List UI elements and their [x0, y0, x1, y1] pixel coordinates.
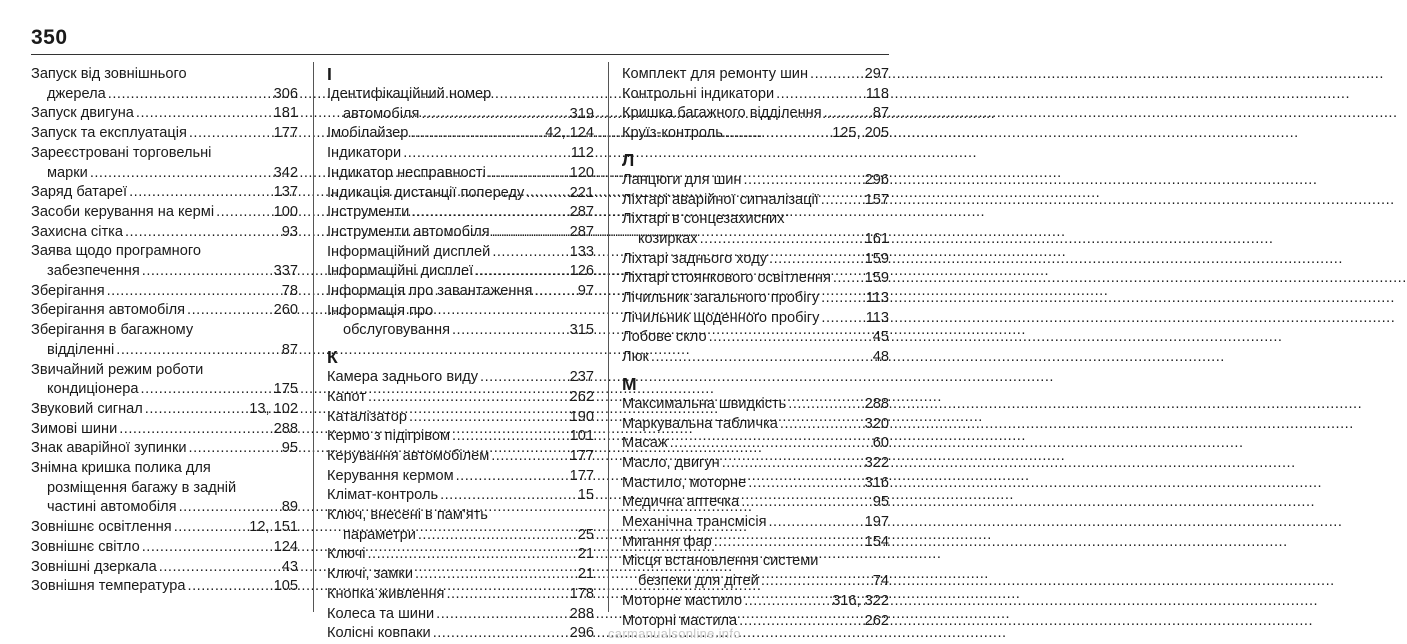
leader-dots: [141, 380, 272, 400]
index-entry: [622, 289, 889, 309]
index-entry: [31, 577, 298, 597]
entry-term: Зовнішнє світло: [31, 538, 140, 555]
leader-dots: [436, 605, 567, 625]
page-reference[interactable]: 296: [569, 625, 594, 642]
index-entry: [622, 269, 889, 289]
page-reference[interactable]: 159: [864, 250, 889, 267]
entry-term: Лобове скло: [622, 329, 707, 346]
leader-dots: [452, 321, 568, 341]
leader-dots: [446, 585, 567, 605]
index-entry: [327, 243, 594, 263]
index-entry: [327, 467, 594, 487]
index-entry: [31, 361, 298, 400]
entry-term: Круїз-контроль: [622, 125, 723, 142]
leader-dots: [418, 526, 576, 546]
entry-term: Мастило, моторне: [622, 474, 747, 491]
entry-term: відділенні: [47, 341, 115, 358]
page-reference[interactable]: 177: [569, 447, 594, 464]
entry-term: Ключ, внесені в пам'ять: [327, 507, 488, 524]
page-reference[interactable]: 237: [569, 369, 594, 386]
leader-dots: [821, 289, 864, 309]
leader-dots: [709, 328, 871, 348]
index-entry: [31, 124, 298, 144]
leader-dots: [769, 513, 863, 533]
index-entry: [622, 395, 889, 415]
entry-term: Контрольні індикатори: [622, 85, 775, 102]
entry-term: Моторне мастило: [622, 592, 743, 609]
index-entry: [622, 85, 889, 105]
page-reference[interactable]: 316: [864, 474, 889, 491]
page-reference[interactable]: 306: [273, 85, 298, 102]
index-entry: [622, 434, 889, 454]
index-entry: [622, 210, 889, 249]
leader-dots: [179, 498, 280, 518]
index-entry: [31, 459, 298, 518]
entry-term: частині автомобіля: [47, 499, 177, 516]
page-reference[interactable]: 113: [865, 290, 889, 307]
leader-dots: [821, 191, 863, 211]
page-reference[interactable]: 262: [569, 388, 594, 405]
index-entry: [31, 439, 298, 459]
page-reference[interactable]: 315: [569, 322, 594, 339]
page-reference[interactable]: 48: [872, 349, 889, 366]
index-entry: [327, 486, 594, 506]
leader-dots: [824, 104, 871, 124]
index-entry: [622, 513, 889, 533]
leader-dots: [534, 282, 575, 302]
index-column-3: [622, 65, 889, 631]
page-reference[interactable]: 43: [281, 558, 298, 575]
entry-term: Зберігання: [31, 282, 105, 299]
entry-term: марки: [47, 164, 88, 181]
leader-dots: [125, 223, 280, 243]
entry-term: Камера заднього виду: [327, 369, 479, 386]
entry-term: Люк: [622, 349, 649, 366]
index-entry: [622, 191, 889, 211]
index-entry: [327, 388, 594, 408]
index-entry: [31, 104, 298, 124]
leader-dots: [187, 301, 272, 321]
page-reference[interactable]: 95: [281, 440, 298, 457]
entry-term: Колеса та шини: [327, 605, 435, 622]
leader-dots: [119, 420, 271, 440]
entry-term: Інформаційні дисплеї: [327, 263, 474, 280]
leader-dots: [744, 592, 830, 612]
leader-dots: [700, 230, 863, 250]
leader-dots: [368, 545, 576, 565]
column-divider: [313, 62, 314, 612]
index-entry: [327, 408, 594, 428]
leader-dots: [440, 486, 576, 506]
leader-dots: [651, 348, 871, 368]
page-reference[interactable]: 288: [864, 395, 889, 412]
entry-term: Ліхтарі в сонцезахисних: [622, 211, 785, 228]
leader-dots: [833, 269, 863, 289]
leader-dots: [492, 243, 567, 263]
index-entry: [31, 558, 298, 578]
page-reference[interactable]: 288: [569, 605, 594, 622]
page-reference[interactable]: 178: [569, 585, 594, 602]
entry-term: Каталізатор: [327, 408, 407, 425]
page-reference[interactable]: 15: [577, 487, 594, 504]
page-reference[interactable]: 177: [273, 125, 298, 142]
page-reference[interactable]: 297: [864, 66, 889, 82]
page-reference[interactable]: 296: [864, 171, 889, 188]
entry-term: Клімат-контроль: [327, 487, 439, 504]
page-reference[interactable]: 133: [569, 243, 594, 260]
index-entry: [31, 65, 298, 104]
section-letter: Л: [622, 149, 635, 170]
page-reference[interactable]: 322: [864, 454, 889, 471]
entry-term: Ліхтарі аварійної сигналізації: [622, 191, 819, 208]
entry-term: Захисна сітка: [31, 223, 123, 240]
entry-term: параметри: [343, 526, 416, 543]
page-reference[interactable]: 89: [281, 499, 298, 516]
section-letter: І: [327, 64, 332, 84]
entry-term: козирках: [638, 230, 698, 247]
page-reference[interactable]: 221: [569, 184, 594, 201]
index-entry: [31, 538, 298, 558]
entry-term: Знак аварійної зупинки: [31, 440, 187, 457]
leader-dots: [216, 203, 272, 223]
entry-term: Індикатори: [327, 145, 402, 162]
page-reference[interactable]: 118: [865, 85, 889, 102]
index-entry: [327, 585, 594, 605]
index-entry: [31, 282, 298, 302]
leader-dots: [480, 368, 568, 388]
page-reference[interactable]: 262: [864, 612, 889, 629]
index-entry: [31, 242, 298, 281]
index-entry: [622, 171, 889, 191]
entry-term: Лічильник щоденного пробігу: [622, 309, 820, 326]
entry-term: Керування кермом: [327, 467, 454, 484]
leader-dots: [421, 105, 567, 125]
index-entry: [622, 415, 889, 435]
page-reference[interactable]: 12, 151: [249, 519, 298, 536]
entry-term: Звуковий сигнал: [31, 400, 143, 417]
page-reference[interactable]: 21: [577, 566, 594, 583]
page-reference[interactable]: 42, 124: [545, 125, 594, 142]
page-reference[interactable]: 112: [570, 145, 594, 162]
page-reference[interactable]: 177: [569, 467, 594, 484]
leader-dots: [174, 518, 248, 538]
entry-term: Керування автомобілем: [327, 447, 490, 464]
page-reference[interactable]: 181: [273, 105, 298, 122]
page-reference[interactable]: 105: [273, 578, 298, 595]
index-entry: [327, 124, 594, 144]
leader-dots: [189, 439, 280, 459]
leader-dots: [725, 124, 830, 144]
index-entry: [327, 85, 594, 124]
page-reference[interactable]: 288: [273, 420, 298, 437]
section-letter: К: [327, 347, 338, 368]
page-reference[interactable]: 93: [281, 223, 298, 240]
page-reference[interactable]: 120: [569, 164, 594, 181]
index-entry: [31, 518, 298, 538]
leader-dots: [744, 171, 863, 191]
page-reference[interactable]: 100: [273, 203, 298, 220]
leader-dots: [411, 203, 567, 223]
entry-term: обслуговування: [343, 322, 450, 339]
entry-term: Механічна трансмісія: [622, 514, 767, 531]
leader-dots: [410, 124, 543, 144]
leader-dots: [776, 85, 864, 105]
leader-dots: [739, 612, 863, 632]
entry-term: Колісні ковпаки: [327, 625, 431, 642]
index-entry: [327, 262, 594, 282]
entry-term: Запуск та експлуатація: [31, 125, 187, 142]
entry-term: Індикатор несправності: [327, 164, 486, 181]
leader-dots: [107, 282, 280, 302]
index-entry: [622, 328, 889, 348]
page-reference[interactable]: 113: [865, 309, 889, 326]
index-entry: [622, 124, 889, 144]
entry-term: Інформаційний дисплей: [327, 243, 491, 260]
leader-dots: [116, 341, 280, 361]
entry-term: Ліхтарі заднього ходу: [622, 250, 768, 267]
leader-dots: [748, 474, 862, 494]
index-entry: [327, 164, 594, 184]
page-reference[interactable]: 287: [569, 223, 594, 240]
entry-term: Ключі, замки: [327, 566, 413, 583]
page-reference[interactable]: 13, 102: [249, 400, 298, 417]
watermark: carmanualsonline.info: [608, 626, 741, 641]
leader-dots: [452, 427, 568, 447]
index-entry: [327, 565, 594, 585]
leader-dots: [722, 454, 863, 474]
page-reference[interactable]: 87: [281, 341, 298, 358]
entry-term: Зовнішнє освітлення: [31, 519, 172, 536]
page-reference[interactable]: 157: [864, 191, 889, 208]
entry-term: Кришка багажного відділення: [622, 105, 822, 122]
entry-term: Місця встановлення системи: [622, 553, 819, 570]
entry-term: Знімна кришка полика для: [31, 460, 211, 477]
entry-term: Медична аптечка: [622, 494, 740, 511]
page-reference[interactable]: 287: [569, 204, 594, 221]
entry-term: Інформація про завантаження: [327, 283, 533, 300]
entry-term: Заява щодо програмного: [31, 243, 201, 260]
entry-term: Запуск двигуна: [31, 105, 134, 122]
entry-term: Моторні мастила: [622, 612, 738, 629]
index-entry: [31, 144, 298, 183]
entry-term: Запуск від зовнішнього: [31, 66, 187, 82]
page-reference[interactable]: 137: [273, 184, 298, 201]
leader-dots: [136, 104, 272, 124]
entry-term: Заряд батареї: [31, 184, 128, 201]
index-entry: [327, 203, 594, 223]
index-entry: [327, 282, 594, 302]
entry-term: Засоби керування на кермі: [31, 203, 215, 220]
page-reference[interactable]: 124: [273, 538, 298, 555]
index-column-2: [327, 65, 594, 644]
leader-dots: [368, 388, 568, 408]
page-reference[interactable]: 126: [569, 263, 594, 280]
index-entry: [327, 545, 594, 565]
entry-term: розміщення багажу в задній: [47, 479, 237, 496]
page-reference[interactable]: 260: [273, 302, 298, 319]
entry-term: Капот: [327, 388, 366, 405]
leader-dots: [492, 223, 568, 243]
leader-dots: [129, 183, 272, 203]
page-reference[interactable]: 154: [864, 533, 889, 550]
leader-dots: [145, 400, 248, 420]
page-reference[interactable]: 125, 205: [832, 125, 889, 142]
index-entry: [622, 454, 889, 474]
leader-dots: [409, 408, 568, 428]
page-reference[interactable]: 95: [872, 494, 889, 511]
column-divider: [608, 62, 609, 612]
entry-term: автомобіля: [343, 105, 420, 122]
page-reference[interactable]: 161: [864, 230, 889, 247]
entry-term: Маркувальна табличка: [622, 415, 778, 432]
entry-term: Масаж: [622, 435, 668, 452]
leader-dots: [714, 533, 863, 553]
index-entry: [327, 184, 594, 204]
index-entry: [622, 493, 889, 513]
leader-dots: [761, 572, 871, 592]
index-entry: [31, 420, 298, 440]
entry-term: Зимові шини: [31, 420, 118, 437]
leader-dots: [741, 493, 871, 513]
leader-dots: [415, 565, 576, 585]
leader-dots: [788, 395, 862, 415]
leader-dots: [526, 184, 567, 204]
index-entry: [327, 223, 594, 243]
leader-dots: [90, 164, 272, 184]
index-entry: [327, 506, 594, 545]
entry-term: Індикація дистанції попереду: [327, 184, 525, 201]
index-entry: [622, 65, 889, 85]
entry-term: безпеки для дітей: [638, 573, 759, 590]
leader-dots: [142, 262, 272, 282]
entry-term: Кнопка живлення: [327, 585, 445, 602]
entry-term: кондиціонера: [47, 381, 139, 398]
page-reference[interactable]: 316, 322: [832, 592, 889, 609]
leader-dots: [670, 434, 871, 454]
leader-dots: [780, 415, 863, 435]
index-entry: [622, 309, 889, 329]
index-entry: [622, 250, 889, 270]
leader-dots: [159, 558, 280, 578]
index-entry: [31, 321, 298, 360]
page-reference[interactable]: 197: [864, 514, 889, 531]
index-entry: [31, 203, 298, 223]
entry-term: Інструменти автомобіля: [327, 223, 490, 240]
page-reference[interactable]: 319: [569, 105, 594, 122]
index-entry: [327, 447, 594, 467]
leader-dots: [475, 262, 567, 282]
page-reference[interactable]: 101: [569, 428, 594, 445]
leader-dots: [821, 309, 863, 329]
entry-term: Зареєстровані торговельні: [31, 144, 212, 161]
page-reference[interactable]: 74: [872, 573, 889, 590]
entry-term: Ланцюги для шин: [622, 171, 742, 188]
index-entry: [31, 301, 298, 321]
entry-term: Масло, двигун: [622, 454, 720, 471]
entry-term: Зберігання автомобіля: [31, 302, 186, 319]
index-entry: [31, 400, 298, 420]
leader-dots: [188, 577, 272, 597]
entry-term: Інструменти: [327, 204, 410, 221]
entry-term: джерела: [47, 85, 106, 102]
page-reference[interactable]: 60: [872, 435, 889, 452]
index-entry: [31, 183, 298, 203]
index-entry: [31, 223, 298, 243]
entry-term: забезпечення: [47, 263, 140, 280]
entry-term: Інформація про: [327, 302, 434, 319]
page-reference[interactable]: 87: [872, 105, 889, 122]
index-entry: [622, 552, 889, 591]
entry-term: Ліхтарі стоянкового освітлення: [622, 270, 831, 287]
entry-term: Максимальна швидкість: [622, 395, 787, 412]
entry-term: Лічильник загального пробігу: [622, 290, 820, 307]
entry-term: Кермо з підігрівом: [327, 428, 451, 445]
leader-dots: [433, 624, 568, 644]
index-entry: [327, 144, 594, 164]
page-reference[interactable]: 342: [273, 164, 298, 181]
section-letter: М: [622, 373, 637, 394]
leader-dots: [491, 447, 567, 467]
page-reference[interactable]: 25: [577, 526, 594, 543]
page-reference[interactable]: 45: [872, 329, 889, 346]
index-entry: [622, 104, 889, 124]
index-entry: [327, 302, 594, 341]
page-number: 350: [31, 26, 68, 49]
page-reference[interactable]: 175: [273, 381, 298, 398]
page-reference[interactable]: 159: [864, 270, 889, 287]
entry-term: Імобілайзер: [327, 125, 409, 142]
entry-term: Ключі: [327, 546, 366, 563]
page-reference[interactable]: 190: [569, 408, 594, 425]
index-entry: [327, 427, 594, 447]
entry-term: Звичайний режим роботи: [31, 361, 204, 378]
index-entry: [622, 592, 889, 612]
entry-term: Комплект для ремонту шин: [622, 66, 809, 82]
index-entry: [622, 533, 889, 553]
leader-dots: [142, 538, 272, 558]
index-entry: [327, 624, 594, 644]
entry-term: Зовнішні дзеркала: [31, 558, 157, 575]
entry-term: Зовнішня температура: [31, 578, 186, 595]
leader-dots: [456, 467, 568, 487]
leader-dots: [488, 164, 568, 184]
index-entry: [622, 474, 889, 494]
index-entry: [327, 605, 594, 625]
entry-term: Мигання фар: [622, 533, 712, 550]
index-entry: [622, 348, 889, 368]
leader-dots: [769, 250, 863, 270]
entry-term: Ідентифікаційний номер: [327, 86, 492, 102]
index-entry: [327, 368, 594, 388]
header-rule: [31, 54, 889, 55]
leader-dots: [403, 144, 569, 164]
entry-term: Зберігання в багажному: [31, 322, 194, 339]
index-column-1: [31, 65, 298, 597]
page-reference[interactable]: 320: [864, 415, 889, 432]
leader-dots: [108, 85, 272, 105]
page-reference[interactable]: 78: [281, 282, 298, 299]
page-reference[interactable]: 21: [577, 546, 594, 563]
leader-dots: [810, 65, 863, 85]
page-reference[interactable]: 337: [273, 263, 298, 280]
page-reference[interactable]: 97: [577, 283, 594, 300]
leader-dots: [189, 124, 272, 144]
